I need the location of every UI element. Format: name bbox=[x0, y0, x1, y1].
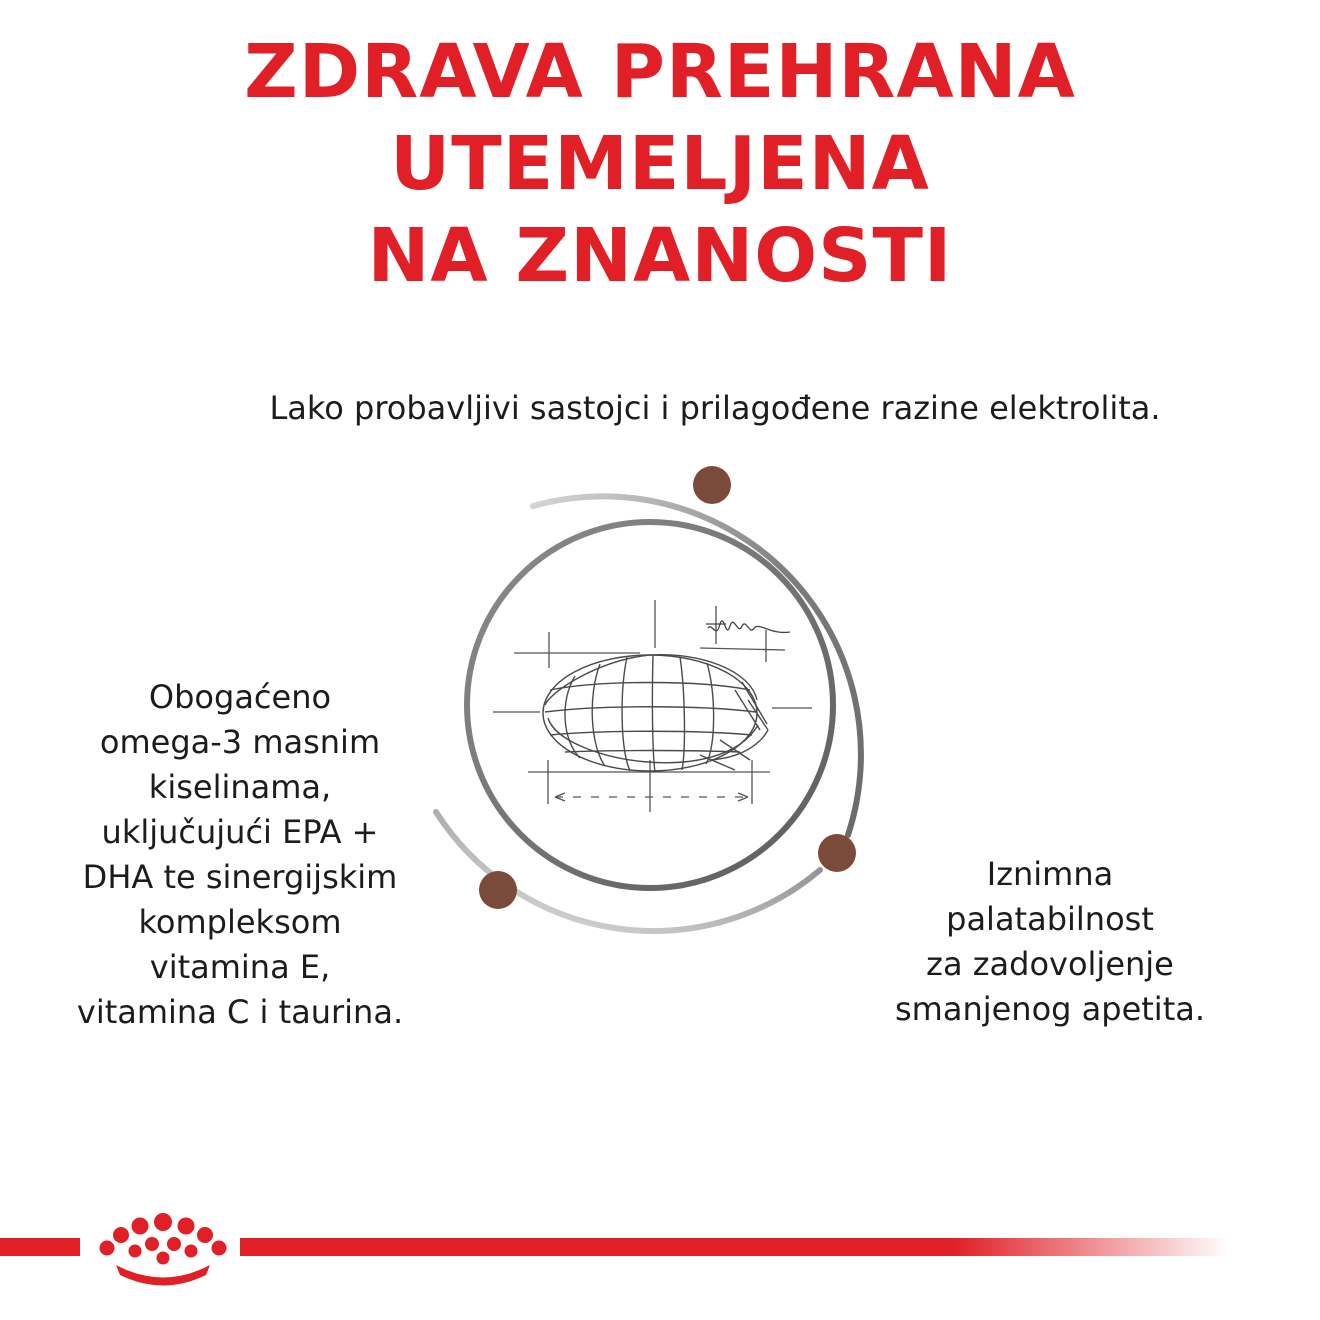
benefit-left-line: Obogaćeno bbox=[148, 678, 332, 716]
benefit-left-line: vitamina C i taurina. bbox=[76, 993, 404, 1031]
benefit-right-line: palatabilnost bbox=[946, 900, 1154, 938]
benefit-left-line: DHA te sinergijskim bbox=[82, 858, 398, 896]
footer-bar-right bbox=[240, 1238, 1230, 1256]
benefit-left-line: kiselinama, bbox=[148, 768, 332, 806]
royal-canin-crown-icon bbox=[100, 1213, 227, 1286]
dot-left bbox=[479, 871, 517, 909]
brand-footer bbox=[0, 1200, 1320, 1300]
benefit-left-line: uključujući EPA + bbox=[101, 813, 379, 851]
outer-arc-left bbox=[436, 812, 820, 931]
dot-top bbox=[693, 466, 731, 504]
benefit-left-line: vitamina E, bbox=[149, 948, 331, 986]
benefit-left-line: kompleksom bbox=[138, 903, 342, 941]
title-line-2: NA ZNANOSTI bbox=[367, 213, 953, 299]
benefit-right-line: za zadovoljenje bbox=[926, 945, 1174, 983]
benefit-right-line: Iznimna bbox=[986, 855, 1114, 893]
benefit-digestibility: Lako probavljivi sastojci i prilagođene razine elektrolita. bbox=[269, 389, 1161, 427]
inner-ring bbox=[467, 522, 833, 888]
benefit-omega3 bbox=[40, 675, 440, 1035]
benefit-right-line: smanjenog apetita. bbox=[894, 990, 1206, 1028]
benefit-left-line: omega-3 masnim bbox=[99, 723, 381, 761]
footer-bar-left bbox=[0, 1238, 80, 1256]
benefit-palatability bbox=[850, 852, 1250, 1032]
title-line-1: ZDRAVA PREHRANA UTEMELJENA bbox=[244, 29, 1076, 207]
